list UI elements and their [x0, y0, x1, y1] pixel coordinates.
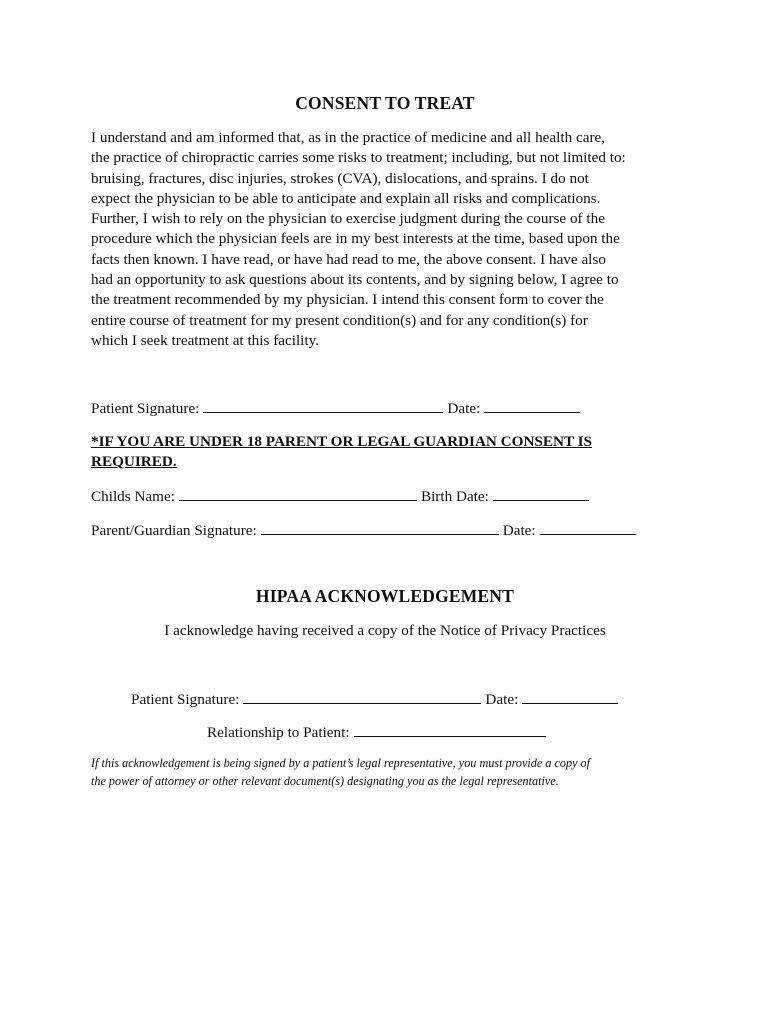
- paragraph-line: the treatment recommended by my physician. I intend this consent form to cover the: [91, 291, 604, 309]
- patient-signature-label: Patient Signature:: [91, 400, 200, 417]
- paragraph-line: bruising, fractures, disc injuries, strokes (CVA), dislocations, and sprains. I do not: [91, 169, 589, 187]
- childs-name-field[interactable]: [179, 486, 417, 501]
- paragraph-line: I understand and am informed that, as in the practice of medicine and all health care,: [91, 129, 606, 146]
- legal-representative-note: [91, 754, 691, 790]
- patient-signature-row: [91, 398, 584, 418]
- hipaa-patient-signature-field[interactable]: [243, 689, 481, 704]
- birth-date-field[interactable]: [493, 486, 589, 501]
- hipaa-patient-signature-label: Patient Signature:: [131, 691, 240, 708]
- footnote-line: If this acknowledgement is being signed by a patient’s legal representative, you must provide a copy of: [91, 756, 591, 770]
- guardian-signature-row: [91, 520, 640, 540]
- paragraph-line: procedure which the physician feels are in my best interests at the time, based upon the: [91, 230, 620, 248]
- footnote-line: the power of attorney or other relevant document(s) designating you as the legal representative.: [91, 774, 559, 788]
- relationship-row: [207, 722, 550, 742]
- relationship-field[interactable]: [354, 722, 546, 737]
- birth-date-label: Birth Date:: [420, 488, 489, 505]
- hipaa-date-field[interactable]: [522, 689, 618, 704]
- consent-paragraph: [91, 128, 691, 351]
- guardian-date-field[interactable]: [540, 520, 636, 535]
- paragraph-line: expect the physician to be able to anticipate and explain all risks and complications.: [91, 189, 601, 207]
- guardian-signature-field[interactable]: [261, 520, 499, 535]
- childs-name-row: [91, 486, 593, 506]
- consent-title: CONSENT TO TREAT: [295, 93, 475, 113]
- paragraph-line: which I seek treatment at this facility.: [91, 331, 320, 349]
- hipaa-patient-signature-row: [131, 689, 622, 709]
- paragraph-line: entire course of treatment for my present condition(s) and for any condition(s) for: [91, 311, 588, 329]
- hipaa-title: HIPAA ACKNOWLEDGEMENT: [255, 586, 515, 606]
- relationship-label: Relationship to Patient:: [207, 724, 350, 741]
- patient-signature-field[interactable]: [203, 398, 443, 413]
- childs-name-label: Childs Name:: [91, 488, 175, 505]
- guardian-date-label: Date:: [502, 522, 536, 539]
- date-field[interactable]: [484, 398, 580, 413]
- date-label: Date:: [447, 400, 481, 417]
- guardian-signature-label: Parent/Guardian Signature:: [91, 522, 257, 539]
- paragraph-line: had an opportunity to ask questions about its contents, and by signing below, I agree to: [91, 271, 619, 289]
- minor-consent-notice: *IF YOU ARE UNDER 18 PARENT OR LEGAL GUARDIAN CONSENT IS REQUIRED.: [91, 433, 592, 470]
- paragraph-line: the practice of chiropractic carries some risks to treatment; including, but not limited to:: [91, 149, 626, 167]
- paragraph-line: Further, I wish to rely on the physician to exercise judgment during the course of the: [91, 210, 605, 228]
- hipaa-date-label: Date:: [485, 691, 519, 708]
- paragraph-line: facts then known. I have read, or have had read to me, the above consent. I have also: [91, 250, 606, 268]
- hipaa-acknowledgement-text: I acknowledge having received a copy of the Notice of Privacy Practices: [164, 622, 606, 639]
